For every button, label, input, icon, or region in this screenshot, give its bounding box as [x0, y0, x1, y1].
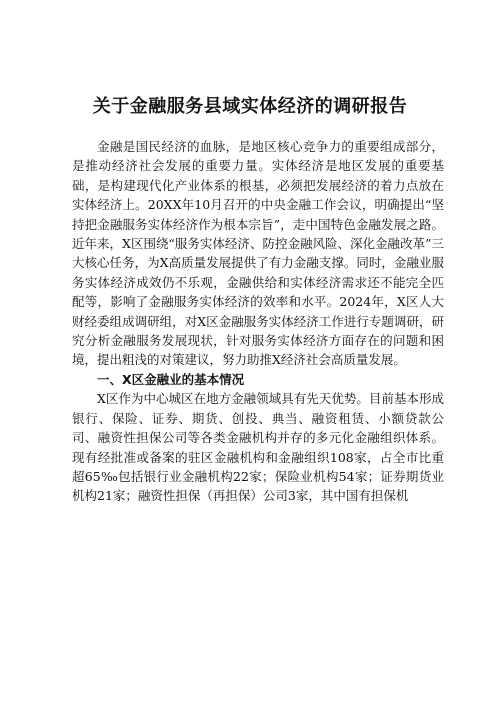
section-paragraph: X区作为中心城区在地方金融领域具有先天优势。目前基本形成银行、保险、证券、期货、创投、典当、融资租赁、小额贷款公司、融资性担保公司等各类金融机构并存的多元化金融组织体系。现有经批准或备案的驻区金融机构和金融组织108家，占全市比重超65‰包括银行业金融机构22家；保险业机构54家；证券期货业机构21家；融资性担保（再担保）公司3家，其中国有担保机: [72, 391, 444, 504]
document-body: [72, 137, 444, 506]
intro-paragraph: 金融是国民经济的血脉，是地区核心竞争力的重要组成部分，是推动经济社会发展的重要力量。实体经济是地区发展的重要基础，是构建现代化产业体系的根基，必须把发展经济的着力点放在实体经济上。20XX年10月召开的中央金融工作会议，明确提出“坚持把金融服务实体经济作为根本宗旨”，走中国特色金融发展之路。近年来，X区围绕“服务实体经济、防控金融风险、深化金融改革”三大核心任务，为X高质量发展提供了有力金融支撑。同时，金融业服务实体经济成效仍不乐观，金融供给和实体经济需求还不能完全匹配等，影响了金融服务实体经济的效率和水平。2024年，X区人大财经委组成调研组，对X区金融服务实体经济工作进行专题调研，研究分析金融服务发展现状，针对服务实体经济方面存在的问题和困境，提出粗浅的对策建议，努力助推X经济社会高质量发展。: [72, 139, 444, 368]
section-heading: 一、X区金融业的基本情况: [97, 371, 245, 387]
document-title: 关于金融服务县域实体经济的调研报告: [92, 96, 408, 117]
